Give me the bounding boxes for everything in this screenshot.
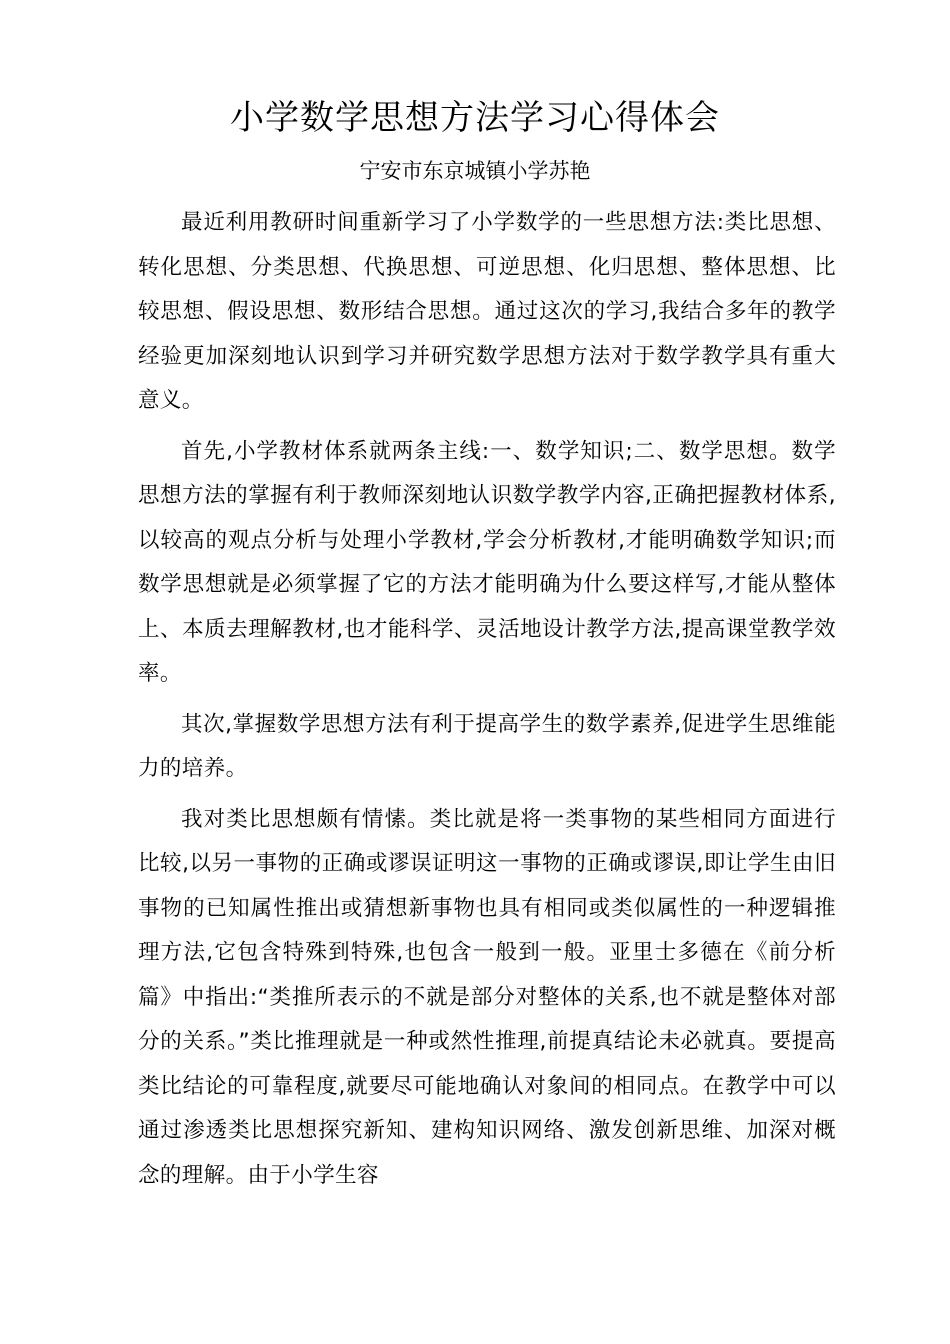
document-body: [138, 201, 836, 1204]
document-title: 小学数学思想方法学习心得体会: [230, 98, 720, 138]
paragraph-analogy: 我对类比思想颇有情愫。类比就是将一类事物的某些相同方面进行比较,以另一事物的正确或谬误证明这一事物的正确或谬误,即让学生由旧事物的已知属性推出或猜想新事物也具有相同或类似属性的一种逻辑推理方法,它包含特殊到特殊,也包含一般到一般。亚里士多德在《前分析篇》中指出:“类推所表示的不就是部分对整体的关系,也不就是整体对部分的关系。”类比推理就是一种或然性推理,前提真结论未必就真。要提高类比结论的可靠程度,就要尽可能地确认对象间的相同点。在教学中可以通过渗透类比思想探究新知、建构知识网络、激发创新思维、加深对概念的理解。由于小学生容: [138, 806, 836, 1188]
paragraph-second-point: 其次,掌握数学思想方法有利于提高学生的数学素养,促进学生思维能力的培养。: [138, 711, 836, 781]
paragraph-intro: 最近利用教研时间重新学习了小学数学的一些思想方法:类比思想、转化思想、分类思想、代换思想、可逆思想、化归思想、整体思想、比较思想、假设思想、数形结合思想。通过这次的学习,我结合多年的教学经验更加深刻地认识到学习并研究数学思想方法对于数学教学具有重大意义。: [138, 210, 836, 413]
author-line: 宁安市东京城镇小学苏艳: [359, 159, 591, 183]
paragraph-first-point: 首先,小学教材体系就两条主线:一、数学知识;二、数学思想。数学思想方法的掌握有利于教师深刻地认识数学教学内容,正确把握教材体系,以较高的观点分析与处理小学教材,学会分析教材,才能明确数学知识;而数学思想就是必须掌握了它的方法才能明确为什么要这样写,才能从整体上、本质去理解教材,也才能科学、灵活地设计教学方法,提高课堂教学效率。: [138, 438, 836, 686]
